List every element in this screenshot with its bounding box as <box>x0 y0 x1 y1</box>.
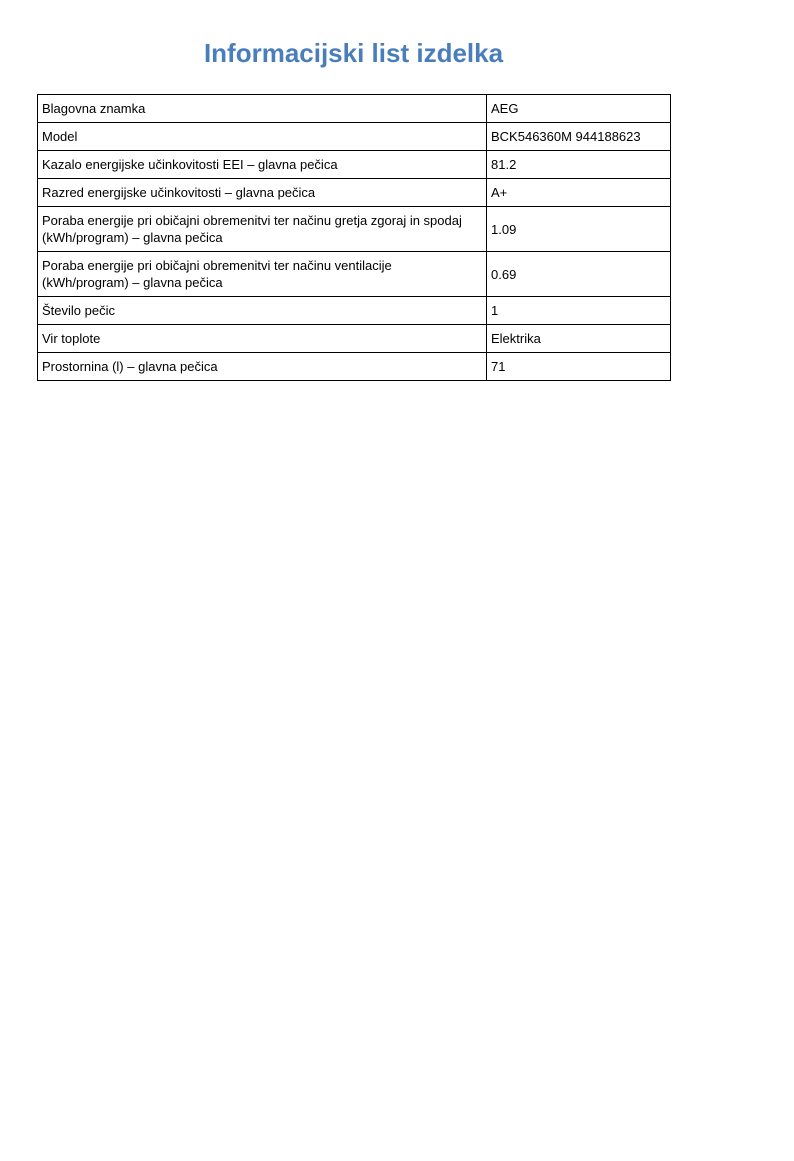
property-value-cell: 0.69 <box>487 252 671 297</box>
table-row <box>38 179 671 207</box>
product-info-table-body <box>38 95 671 381</box>
table-row <box>38 95 671 123</box>
table-row <box>38 353 671 381</box>
property-value-cell: 81.2 <box>487 151 671 179</box>
table-row <box>38 123 671 151</box>
property-value-cell: 71 <box>487 353 671 381</box>
property-value-cell: Elektrika <box>487 325 671 353</box>
page-title: Informacijski list izdelka <box>203 38 504 68</box>
table-row <box>38 207 671 252</box>
property-value-cell: A+ <box>487 179 671 207</box>
property-label-cell: Vir toplote <box>38 325 487 353</box>
property-label-cell: Število pečic <box>38 297 487 325</box>
product-info-table <box>37 94 671 381</box>
property-value-cell: 1.09 <box>487 207 671 252</box>
property-label-cell: Kazalo energijske učinkovitosti EEI – glavna pečica <box>38 151 487 179</box>
property-label-cell: Prostornina (l) – glavna pečica <box>38 353 487 381</box>
table-row <box>38 297 671 325</box>
property-label-cell: Model <box>38 123 487 151</box>
table-row <box>38 151 671 179</box>
property-label-cell: Poraba energije pri običajni obremenitvi ter načinu ventilacije (kWh/program) – glavna pečica <box>38 252 487 297</box>
document-content <box>37 38 670 381</box>
property-value-cell: BCK546360M 944188623 <box>487 123 671 151</box>
property-value-cell: 1 <box>487 297 671 325</box>
property-label-cell: Blagovna znamka <box>38 95 487 123</box>
document-page <box>0 38 794 1161</box>
property-value-cell: AEG <box>487 95 671 123</box>
property-label-cell: Razred energijske učinkovitosti – glavna pečica <box>38 179 487 207</box>
property-label-cell: Poraba energije pri običajni obremenitvi ter načinu gretja zgoraj in spodaj (kWh/program) – glavna pečica <box>38 207 487 252</box>
table-row <box>38 252 671 297</box>
table-row <box>38 325 671 353</box>
